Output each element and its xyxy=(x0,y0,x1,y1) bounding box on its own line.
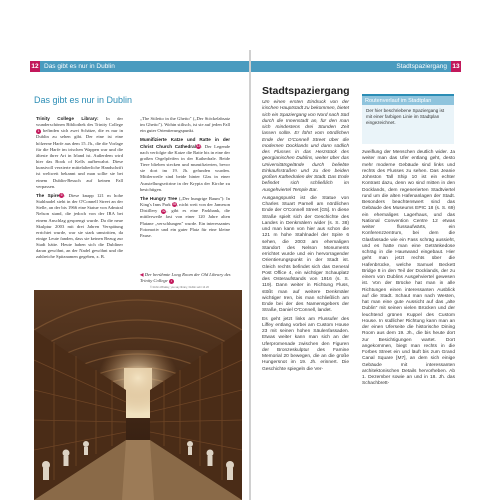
text-hungry-tree-mid: , nicht weit von der Jameson Distillery xyxy=(140,202,230,214)
right-column-1 xyxy=(262,100,349,375)
heading-spire: The Spire xyxy=(36,192,60,198)
map-pin-icon: 35 xyxy=(172,202,177,207)
caption-arrow-icon: ◀ xyxy=(140,272,144,277)
walk-title: Stadtspaziergang xyxy=(262,85,350,97)
left-running-head-bar xyxy=(30,61,249,72)
paragraph-hungry-tree xyxy=(140,196,230,239)
route-info-title: Routenverlauf im Stadtplan xyxy=(362,96,454,105)
map-pin-icon: 32 xyxy=(161,208,166,213)
heading-trinity: Trinity College Library: xyxy=(36,116,99,121)
heading-cathedral: Mumifizierte Katze und Ratte in der Christ Church Cathedral xyxy=(140,137,230,149)
heading-hungry-tree: The Hungry Tree xyxy=(140,195,178,201)
route-info-box xyxy=(362,94,454,144)
map-pin-icon: 6 xyxy=(60,193,63,198)
walk-intro: Um einen ersten Eindruck von der irischen Hauptstadt zu bekommen, bietet sich ein Spaziergang von Nord nach Süd durch die Innenstadt an, für den man sich mindestens drei Stunden Zeit lassen sollte. Er führt vom nördlichen Ende der O'Connell Street über die modernen Docklands und dann südlich des Flusses in das Herzstück des georgianischen Dublins, weiter über das Universitätsgelände durch beliebte Einkaufsstraßen und zu den beiden großen Kathedralen der Stadt. Das Ende befindet sich schließlich im Ausgehviertel Temple Bar. xyxy=(262,100,349,193)
text-trinity: In der wunderschönen Bibliothek des Trinity College xyxy=(36,116,123,128)
section-title: Das gibt es nur in Dublin xyxy=(34,95,133,105)
left-running-head: Das gibt es nur in Dublin xyxy=(44,63,115,70)
right-running-head: Stadtspaziergang xyxy=(396,63,447,70)
left-page-number: 12 xyxy=(31,63,39,70)
right-page-number: 13 xyxy=(452,63,460,70)
caption-text: Der berühmte Long Room der Old Library des Trinity College xyxy=(140,272,231,283)
long-room-library-photo xyxy=(34,290,242,500)
library-illustration xyxy=(34,290,242,500)
map-pin-icon: 13 xyxy=(196,144,201,149)
text-stiletto: „The Stiletto in the Ghetto" („Der Stöckelabsatz im Ghetto"). Wohin stilisch, ist sie auf jeden Fall ein guter Orientierungspunkt. xyxy=(140,116,230,134)
paragraph-spire xyxy=(36,193,123,261)
text-cathedral: : Der Legende nach verfolgte die Katze die Ratte bis in eine der großen Orgelpfeifen in der Kathedrale. Beide Tiere blieben stecken und mumifizierten, bevor sie dort im 19. Jh. gefunden wurden. Mittlerweile sind beide hinter Glas in einer Ausstellungsvitrine in der Krypta der Kirche zu besichtigen. xyxy=(140,143,230,192)
photo-caption xyxy=(140,272,240,284)
text-hungry-tree-tail: , gibt es eine Parkbank, die mittlerweile fast von einer 120 Jahre alten Platane „verschlungen" wurde. Ein interessantes Fotomotiv und ein guter Platz für eine kleine Pause. xyxy=(140,208,230,238)
walk-paragraph-1: Ausgangspunkt ist die Statue von Charles Stuart Parnell am nördlichen Ende der O'Connell Street [G5]. In diese Straße spielt sich der Geschichte des Landes in Denkmälern wider (s. S. 38) und man kann von hier aus schon die 121 m hohe Stahlnadel der Spire 6 sehen, die 2003 am ehemaligen Standort des Nelson Monuments errichtet wurde und ein hervorragender Orientierungspunkt in der Stadt ist. Gleich rechts befindet sich das General Post Office 4, ein wichtiger Schauplatz des Osteraufstands von 1916 (s. S. 119). Dann weiter in Richtung Fluss, stößt man auf weitere Denkmäler wichtiger Iren, bis man schließlich am Ende bei der des Namensgebers der Straße, Daniel O'Connell, landet. xyxy=(262,195,349,314)
paragraph-stiletto xyxy=(140,116,230,134)
map-pin-icon: 1 xyxy=(170,279,173,283)
paragraph-cathedral xyxy=(140,137,230,192)
photo-credit: © Robin Whalley, you say library, Dublin sehr 14 20 xyxy=(150,286,209,289)
right-column-2 xyxy=(362,150,455,390)
route-info-text: Der hier beschriebene Spaziergang ist mit einer farbigen Linie im Stadtplan eingezeichnet. xyxy=(366,108,445,125)
text-hungry-tree: („Der hungrige Baum"): In King's Inns Park xyxy=(140,195,231,208)
walk-paragraph-2: Es geht jetzt links am Flussufer des Liffey entlang vorbei am Custom House 23 mit seinen hohen Säulenfassaden. Etwas weiter kann man sich an der Uferpromenade zwischen den Figuren der Bronzeskulptur des Famine Memorial 20 bewegen, die an die große Hungersnot im 19. Jh. erinnert. Die Geschichte spiegeln die Ver- xyxy=(262,316,349,372)
left-column-1 xyxy=(36,116,123,264)
walk-paragraph-3: zweiflung der Menschen deutlich wider. Ja weiter man das Ufer entlang geht, desto mehr moderne Gebäude sind links und rechts des Flusses zu sehen. Das Jeanie Johnston Tall Ship 10 ist ein echter Kontrast dazu, denn wo sind mitten in den Docklands, dem regenerierten Stadtviertel rund um die alten Hafenanlagen der Stadt. Besonders beachtenswert sind das Gebäude des Museums EPIC 18 (s. S. 69) ein ehemaliges Lagerhaus, und das National Convention Centre 12 etwas weiter flussaufwärts, ein Konferenzzentrum, bei dem die Glasfassade wie ein Fass schräg aussieht, und es hatte man eine Getränkedose schräg in die Hauswand eingebaut. Hier geht man jetzt rechts über die Hafenbrücke, welche Samuel Beckett Bridge 8 in den Teil der Docklands, der zu einem von Dublins Ausgehviertel gewesen ist. Von der Brücke hat man in alle Richtungen einen interessanten Ausblick auf die Stadt. Schaut man nach Westen, hat man eine gute Aussicht auf das „alte Dublin" mit seinen vielen Brücken und der leuchtend grünen Kuppel des Custom House. In südlicher Richtung kann man an der einen Uferseite die historische Dining Room aus dem 19. Jh., die bis heute dort zur Besichtigungen wartet. Dort angekommen, biegt man rechts in die Forbes Street ein und läuft bis zum Grand Canal Square [M7], an dem sich einige Gebäude mit interessanten architektonischen Details hervorheben. Ab 1. Dezember sowie an und in 18. Jh. das Schachbrett- xyxy=(362,150,455,387)
right-running-head-bar xyxy=(251,61,461,72)
left-column-2 xyxy=(140,116,230,242)
paragraph-trinity xyxy=(36,116,123,190)
text-spire: : Diese knapp 121 m hohe Stahlnadel steht in der O'Connell Street an der Stelle, an der bis 1966 eine Statue von Admiral Nelson stand, die jedoch von der IRA bei einem Anschlag gesprengt wurde. Da die neue Skulptur 2003 mit drei Jahren Verspätung errichtet wurde, war sie stark umstritten, da einige Leute fanden, dass sie keinen Bezug zur Stadt hätte. Heute haben sich die Dubliner daran gewöhnt, an der Nadel gewöhnt und die zahlreiche Spitznamen gegeben, z. B. xyxy=(36,192,123,260)
text-trinity-tail: befinden sich zwei Schätze, die es nur in Dublin zu sehen gibt. Der eine ist eine hölzerne Harfe aus dem 15. Jh., die die Vorlage für die Harfe im irischen Wappen war und die älteste ihrer Art in Irland ist. Außerdem wird hier das Book of Kells aufbewahrt. Diese kunstvoll verzierte mittelalterliche Handschrift ist weltweit bekannt und man sollte sie bei einem Dublin-Besuch auf keinen Fall verpassen. xyxy=(36,128,123,189)
map-pin-icon: 1 xyxy=(37,128,40,133)
gutter xyxy=(249,50,251,500)
